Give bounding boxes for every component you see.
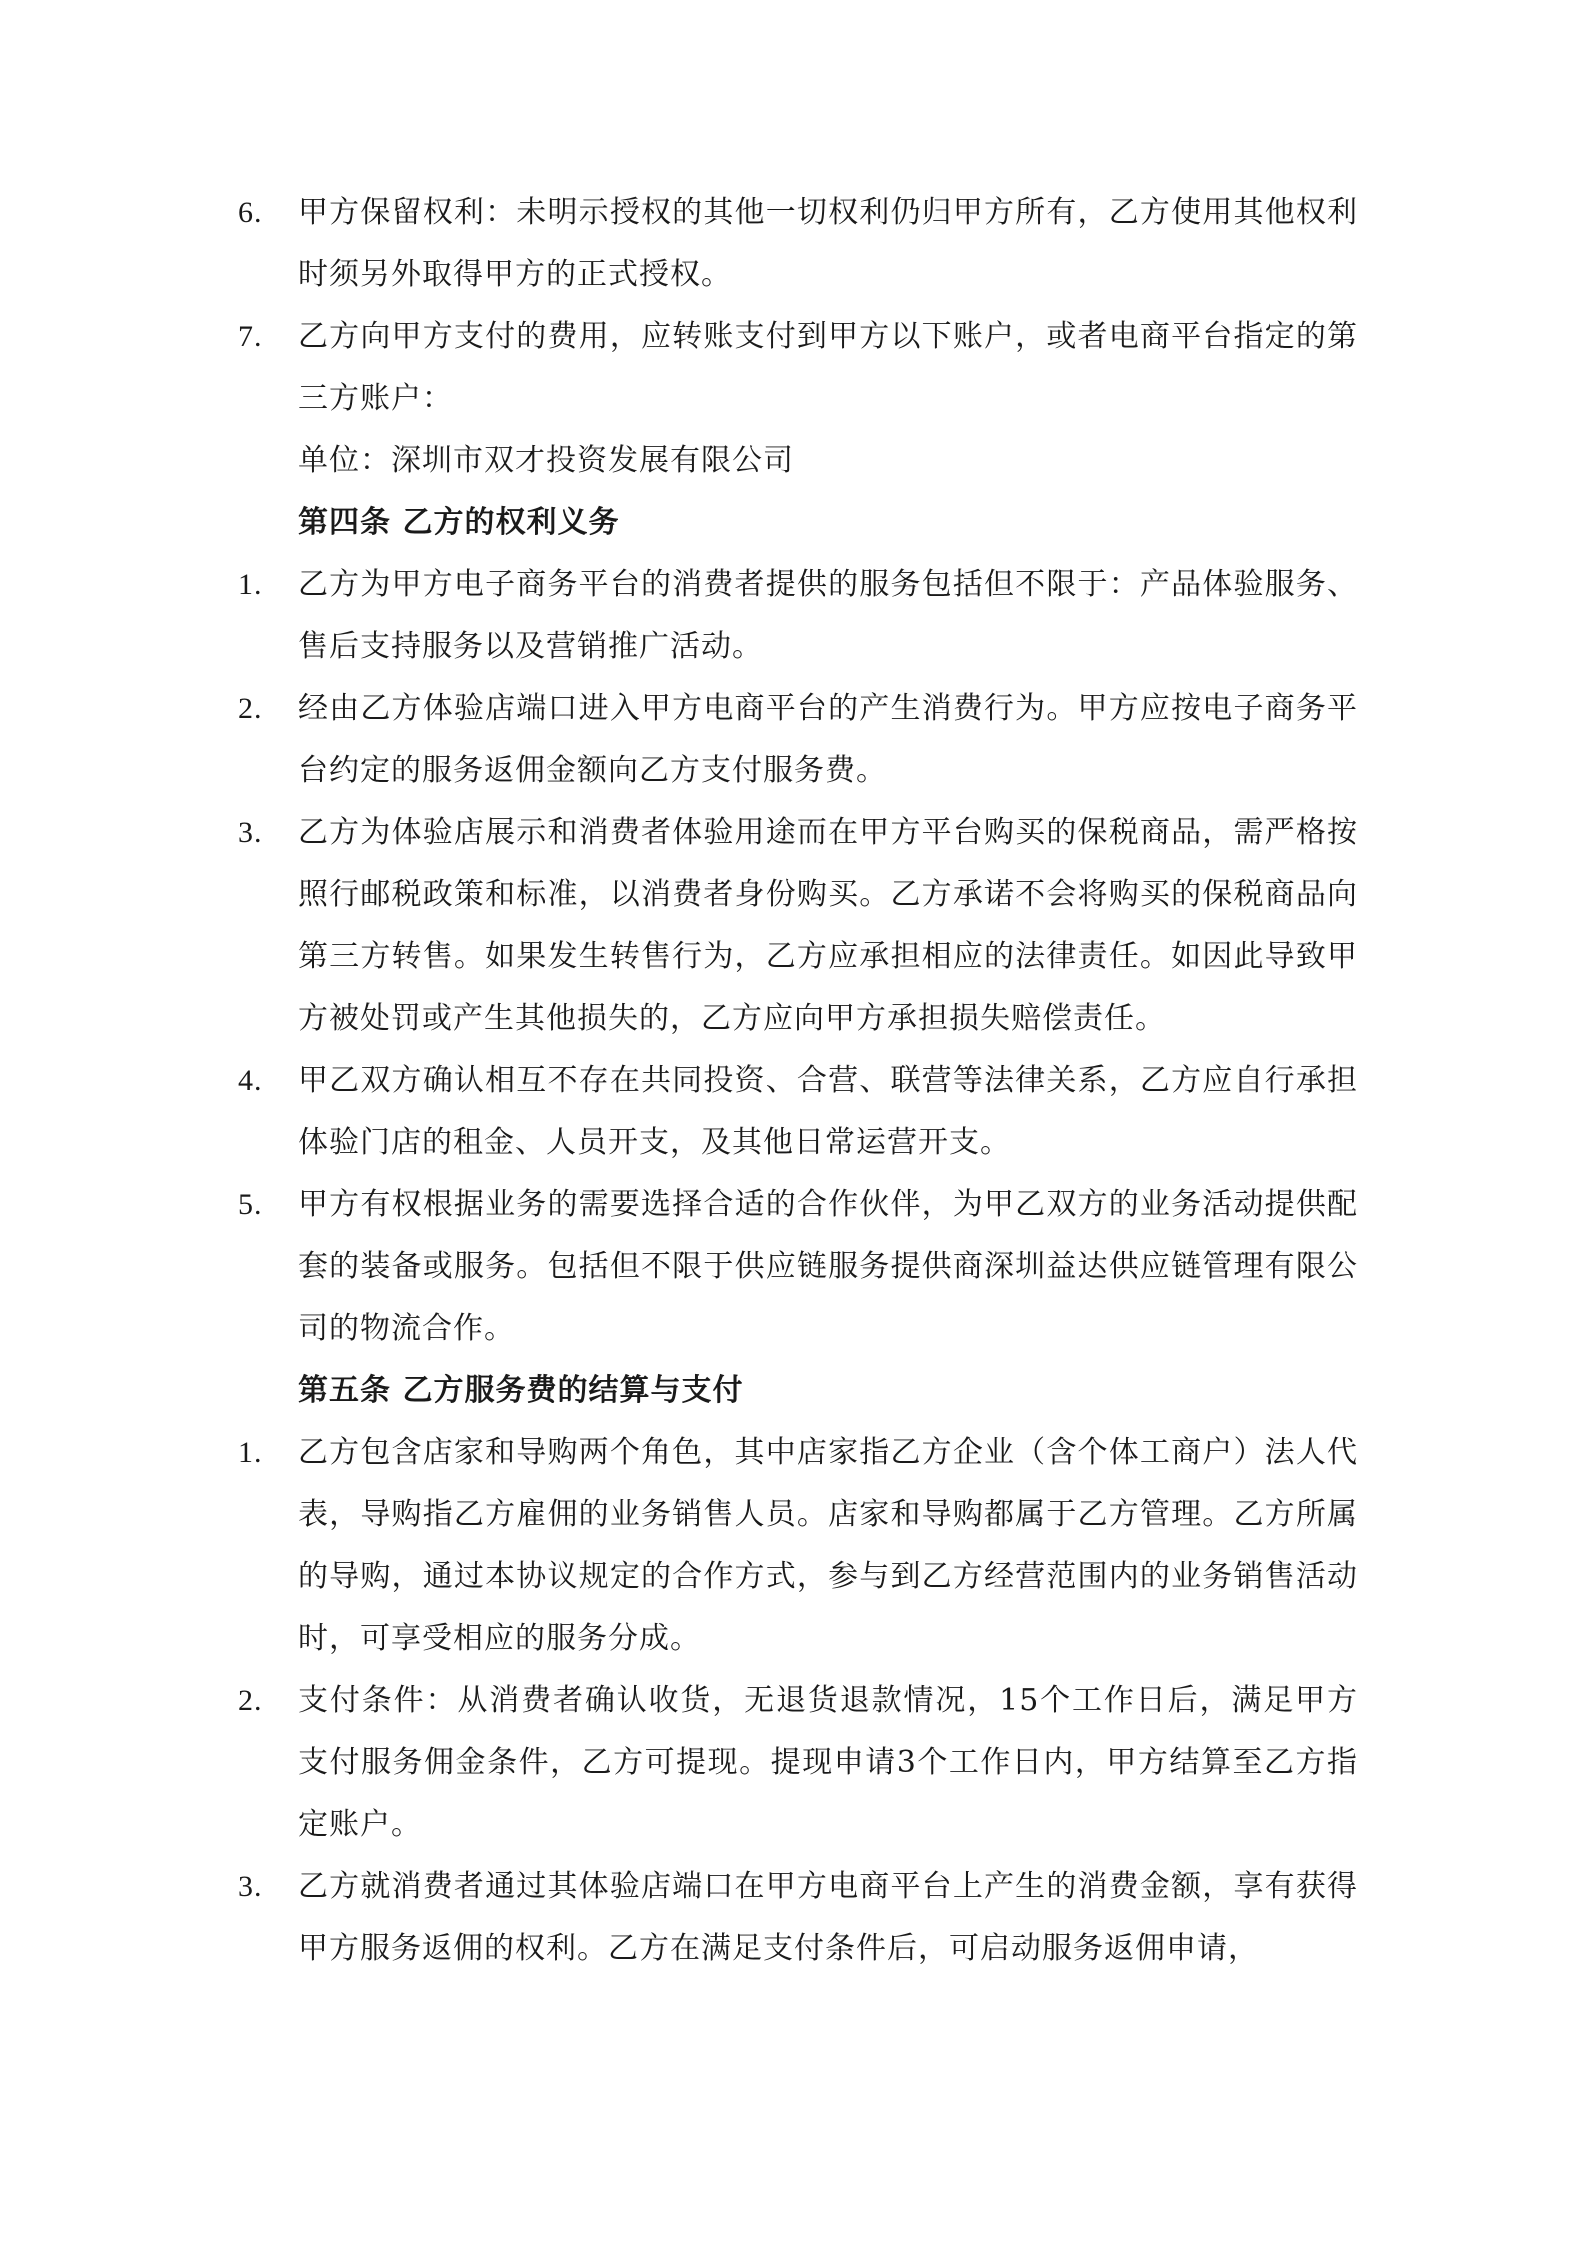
list-number: 6.: [238, 196, 263, 229]
list-text: 乙方向甲方支付的费用，应转账支付到甲方以下账户，或者电商平台指定的第三方账户：: [298, 319, 1358, 416]
section-heading: 第五条 乙方服务费的结算与支付: [298, 1373, 744, 1408]
list-item: [238, 182, 1358, 306]
list-item: [238, 1050, 1358, 1174]
list-text: 甲方有权根据业务的需要选择合适的合作伙伴，为甲乙双方的业务活动提供配套的装备或服务。包括但不限于供应链服务提供商深圳益达供应链管理有限公司的物流合作。: [298, 1187, 1358, 1346]
list-text: 甲乙双方确认相互不存在共同投资、合营、联营等法律关系，乙方应自行承担体验门店的租金、人员开支，及其他日常运营开支。: [298, 1063, 1358, 1160]
document-body: [238, 182, 1358, 1980]
list-item: [238, 1670, 1358, 1856]
list-number: 4.: [238, 1064, 263, 1097]
list-text: 乙方为体验店展示和消费者体验用途而在甲方平台购买的保税商品，需严格按照行邮税政策和标准，以消费者身份购买。乙方承诺不会将购买的保税商品向第三方转售。如果发生转售行为，乙方应承担相应的法律责任。如因此导致甲方被处罚或产生其他损失的，乙方应向甲方承担损失赔偿责任。: [298, 815, 1358, 1036]
list-text: 甲方保留权利：未明示授权的其他一切权利仍归甲方所有，乙方使用其他权利时须另外取得甲方的正式授权。: [298, 195, 1358, 292]
list-number: 2.: [238, 1684, 263, 1717]
list-item: [238, 1856, 1358, 1980]
list-item: [238, 678, 1358, 802]
list-text: 乙方就消费者通过其体验店端口在甲方电商平台上产生的消费金额，享有获得甲方服务返佣的权利。乙方在满足支付条件后，可启动服务返佣申请，: [298, 1869, 1358, 1966]
list-item: [238, 1422, 1358, 1670]
list-item: [238, 802, 1358, 1050]
list-number: 1.: [238, 568, 263, 601]
list-number: 3.: [238, 1870, 263, 1903]
list-text: 经由乙方体验店端口进入甲方电商平台的产生消费行为。甲方应按电子商务平台约定的服务返佣金额向乙方支付服务费。: [298, 691, 1358, 788]
list-number: 7.: [238, 320, 263, 353]
list-text: 乙方包含店家和导购两个角色，其中店家指乙方企业（含个体工商户）法人代表，导购指乙方雇佣的业务销售人员。店家和导购都属于乙方管理。乙方所属的导购，通过本协议规定的合作方式，参与到乙方经营范围内的业务销售活动时，可享受相应的服务分成。: [298, 1435, 1358, 1656]
account-unit-line: 单位：深圳市双才投资发展有限公司: [298, 443, 794, 478]
list-number: 1.: [238, 1436, 263, 1469]
list-item: [238, 1174, 1358, 1360]
list-item: [238, 306, 1358, 430]
list-text: 支付条件：从消费者确认收货，无退货退款情况，15个工作日后，满足甲方支付服务佣金条件，乙方可提现。提现申请3个工作日内，甲方结算至乙方指定账户。: [298, 1683, 1358, 1842]
section-heading: 第四条 乙方的权利义务: [298, 505, 620, 540]
list-item: [238, 554, 1358, 678]
list-text: 乙方为甲方电子商务平台的消费者提供的服务包括但不限于：产品体验服务、售后支持服务以及营销推广活动。: [298, 567, 1358, 664]
list-number: 2.: [238, 692, 263, 725]
list-number: 3.: [238, 816, 263, 849]
list-number: 5.: [238, 1188, 263, 1221]
